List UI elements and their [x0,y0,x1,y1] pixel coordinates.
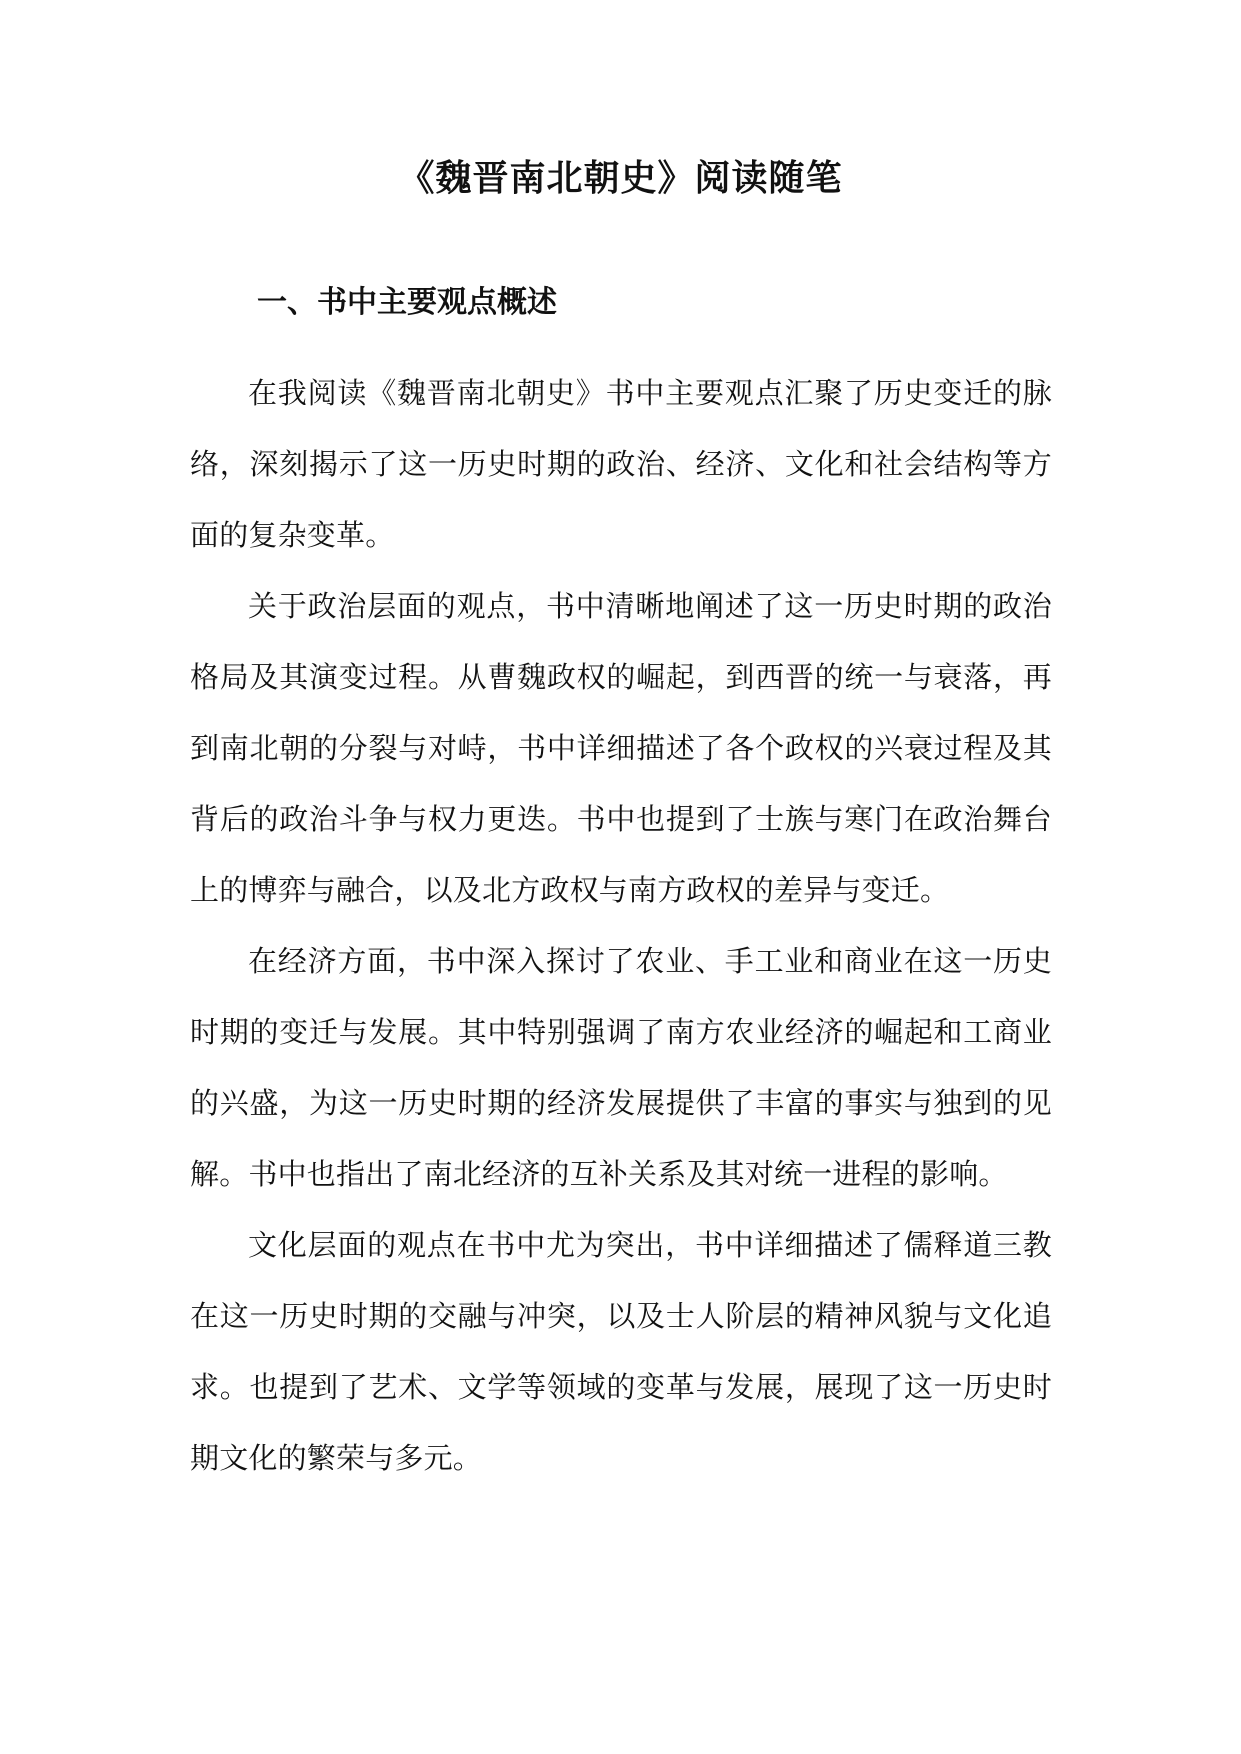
document-title: 《魏晋南北朝史》阅读随笔 [398,157,843,199]
paragraph-culture: 文化层面的观点在书中尤为突出，书中详细描述了儒释道三教在这一历史时期的交融与冲突，以及士人阶层的精神风貌与文化追求。也提到了艺术、文学等领域的变革与发展，展现了这一历史时期文化的繁荣与多元。 [190,1228,1052,1475]
paragraph-economy: 在经济方面，书中深入探讨了农业、手工业和商业在这一历史时期的变迁与发展。其中特别强调了南方农业经济的崛起和工商业的兴盛，为这一历史时期的经济发展提供了丰富的事实与独到的见解。书中也指出了南北经济的互补关系及其对统一进程的影响。 [190,944,1052,1191]
paragraph-intro: 在我阅读《魏晋南北朝史》书中主要观点汇聚了历史变迁的脉络，深刻揭示了这一历史时期的政治、经济、文化和社会结构等方面的复杂变革。 [190,376,1052,552]
section-heading: 一、书中主要观点概述 [257,285,557,320]
paragraph-politics: 关于政治层面的观点，书中清晰地阐述了这一历史时期的政治格局及其演变过程。从曹魏政权的崛起，到西晋的统一与衰落，再到南北朝的分裂与对峙，书中详细描述了各个政权的兴衰过程及其背后的政治斗争与权力更迭。书中也提到了士族与寒门在政治舞台上的博弈与融合，以及北方政权与南方政权的差异与变迁。 [190,589,1052,907]
body-text [190,358,1052,1494]
